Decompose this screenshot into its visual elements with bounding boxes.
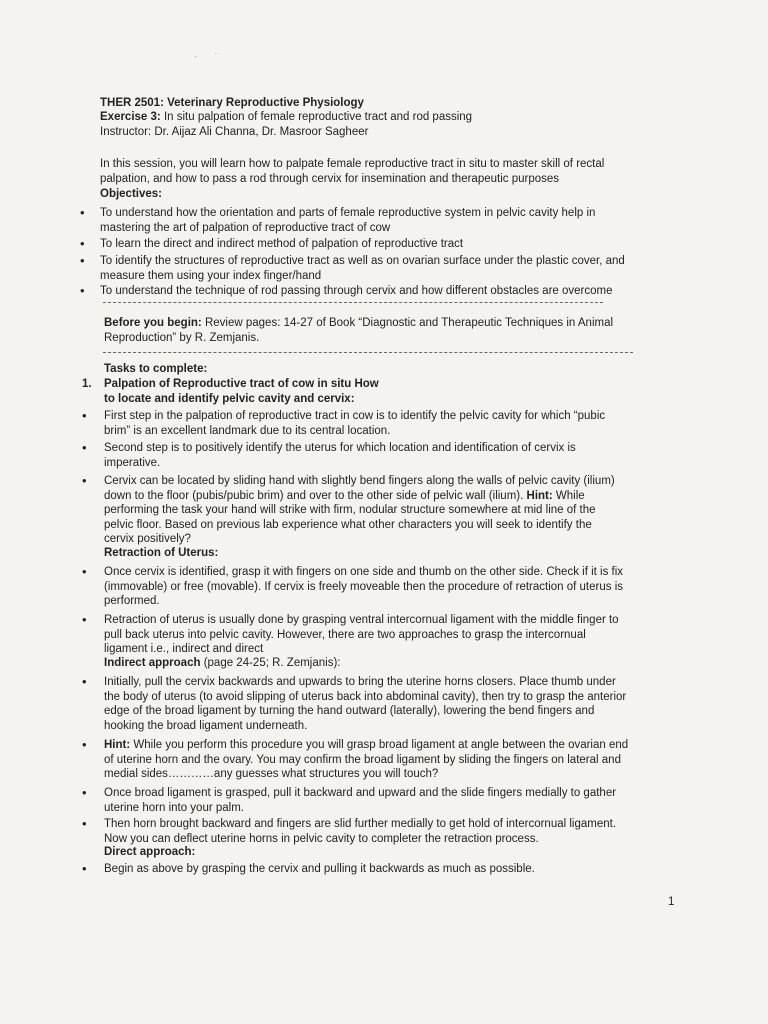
bullet-marker: •: [80, 205, 85, 220]
task-item: [104, 786, 616, 815]
bullet-marker: •: [82, 408, 87, 423]
task-item-line: Now you can deflect uterine horns in pelvic cavity to completer the retraction process.: [104, 832, 539, 845]
task-item-line: Cervix can be located by sliding hand with slightly bend fingers along the walls of pelvic cavity (ilium): [104, 475, 615, 487]
bullet-marker: •: [82, 737, 87, 752]
objective-line: To learn the direct and indirect method of palpation of reproductive tract: [100, 238, 464, 250]
hint-label: Hint:: [104, 739, 131, 751]
task-item: [104, 409, 605, 438]
task-item-line: [104, 489, 615, 504]
task-item-line: ligament i.e., indirect and direct: [104, 643, 264, 655]
bullet-marker: •: [82, 564, 87, 579]
task-title: [104, 377, 379, 406]
text-run: down to the floor (pubis/pubic brim) and over to the other side of pelvic wall (ilium).: [104, 489, 527, 502]
task-item-line: cervix positively?: [104, 533, 191, 545]
objectives-heading: Objectives:: [100, 188, 162, 200]
intro-line-1: In this session, you will learn how to palpate female reproductive tract in situ to master skill of rectal: [100, 158, 605, 170]
before-text-2: Reproduction” by R. Zemjanis.: [104, 331, 260, 344]
hint-label: Hint:: [526, 489, 553, 502]
bullet-marker: •: [82, 612, 87, 627]
task-item-line: imperative.: [104, 456, 161, 469]
indirect-heading-line: [104, 656, 340, 671]
objective-line: mastering the art of palpation of reproductive tract of cow: [100, 221, 391, 234]
exercise-line: [100, 110, 472, 125]
task-item: [104, 862, 535, 877]
task-item: [104, 613, 619, 657]
objective-line: To understand how the orientation and parts of female reproductive system in pelvic cavity help in: [100, 207, 596, 219]
task-item-line: Once broad ligament is grasped, pull it backward and upward and the slide fingers medially to gather: [104, 787, 617, 799]
task-item-line: hooking the broad ligament underneath.: [104, 719, 308, 732]
task-item-line: Second step is to positively identify the uterus for which location and identification of cervix is: [104, 442, 576, 454]
indirect-heading: Indirect approach: [104, 657, 201, 669]
scan-specks: · ˙˙: [194, 52, 220, 61]
objective-item: [100, 254, 625, 283]
task-title-line: Palpation of Reproductive tract of cow in situ How: [104, 378, 379, 390]
dashed-divider: [103, 352, 633, 353]
task-item-line: pull back uterus into pelvic cavity. However, there are two approaches to grasp the intercornual: [104, 628, 586, 641]
task-item-line: Retraction of uterus is usually done by grasping ventral intercornual ligament with the middle finger to: [104, 614, 619, 626]
objective-line: measure them using your index finger/hand: [100, 269, 322, 282]
task-item-line: medial sides…………any guesses what structures you will touch?: [104, 768, 439, 780]
task-item-line: performing the task your hand will strike with firm, nodular structure somewhere at mid line of the: [104, 504, 596, 516]
task-item-line: brim” is an excellent landmark due to its central location.: [104, 424, 391, 437]
intro-line-2: palpation, and how to pass a rod through cervix for insemination and therapeutic purposes: [100, 173, 560, 185]
task-item-hint: [104, 738, 628, 782]
task-item-line: Then horn brought backward and fingers are slid further medially to get hold of intercornual ligament.: [104, 818, 617, 830]
page-number: 1: [668, 896, 675, 908]
objective-item: [100, 284, 613, 299]
task-item-line: performed.: [104, 595, 160, 607]
task-item: [104, 675, 626, 733]
objective-line: To identify the structures of reproductive tract as well as on ovarian surface under the plastic cover, and: [100, 255, 625, 267]
task-item-line: (immovable) or free (movable). If cervix is freely moveable then the procedure of retraction of uterus is: [104, 580, 623, 593]
bullet-marker: •: [80, 283, 85, 298]
task-item-line: of uterine horn and the ovary. You may confirm the broad ligament by sliding the fingers on lateral and: [104, 753, 621, 766]
before-text: Review pages: 14-27 of Book “Diagnostic and Therapeutic Techniques in Animal: [204, 317, 614, 329]
task-item-line: Begin as above by grasping the cervix and pulling it backwards as much as possible.: [104, 863, 535, 875]
task-item-line: Initially, pull the cervix backwards and upwards to bring the uterine horns closers. Place thumb under: [104, 676, 616, 688]
bullet-marker: •: [82, 785, 87, 800]
instructor-line: Instructor: Dr. Aijaz Ali Channa, Dr. Masroor Sagheer: [100, 126, 369, 138]
bullet-marker: •: [82, 473, 87, 488]
bullet-marker: •: [80, 253, 85, 268]
bullet-marker: •: [80, 236, 85, 251]
bullet-marker: •: [82, 674, 87, 689]
task-item-line: pelvic floor. Based on previous lab experience what other characters you will seek to identify the: [104, 518, 592, 531]
course-title: THER 2501: Veterinary Reproductive Physiology: [100, 97, 364, 109]
task-item: [104, 441, 576, 470]
task-item-line: uterine horn into your palm.: [104, 801, 244, 814]
bullet-marker: •: [82, 861, 87, 876]
bullet-marker: •: [82, 440, 87, 455]
direct-heading: Direct approach:: [104, 846, 196, 858]
task-number: 1.: [82, 378, 92, 390]
before-you-begin: [104, 316, 613, 345]
tasks-heading: Tasks to complete:: [104, 363, 208, 375]
task-title-line: to locate and identify pelvic cavity and cervix:: [104, 392, 355, 405]
bullet-marker: •: [82, 816, 87, 831]
indirect-ref: (page 24-25; R. Zemjanis):: [200, 657, 341, 669]
task-item-cervix: [104, 474, 615, 547]
before-label: Before you begin:: [104, 317, 202, 329]
task-item-line: Once cervix is identified, grasp it with fingers on one side and thumb on the other side. Check if it is fix: [104, 566, 624, 578]
task-item: [104, 565, 623, 609]
task-item-line: edge of the broad ligament by turning the hand outward (laterally), lowering the bend fingers and: [104, 705, 595, 717]
objective-item: [100, 237, 463, 252]
objective-item: [100, 206, 595, 235]
text-run: While: [552, 489, 585, 502]
text-run: While you perform this procedure you will grasp broad ligament at angle between the ovarian end: [130, 739, 629, 751]
task-item: [104, 817, 616, 846]
exercise-title: In situ palpation of female reproductive tract and rod passing: [160, 111, 473, 123]
objective-line: To understand the technique of rod passing through cervix and how different obstacles are overcome: [100, 285, 613, 297]
task-item-line: First step in the palpation of reproductive tract in cow is to identify the pelvic cavity for which “pubic: [104, 410, 606, 422]
retraction-heading: Retraction of Uterus:: [104, 547, 219, 559]
task-item-line: the body of uterus (to avoid slipping of uterus back into abdominal cavity), then try to grasp the anterior: [104, 690, 627, 703]
dashed-divider: [103, 302, 603, 303]
exercise-label: Exercise 3:: [100, 111, 161, 123]
